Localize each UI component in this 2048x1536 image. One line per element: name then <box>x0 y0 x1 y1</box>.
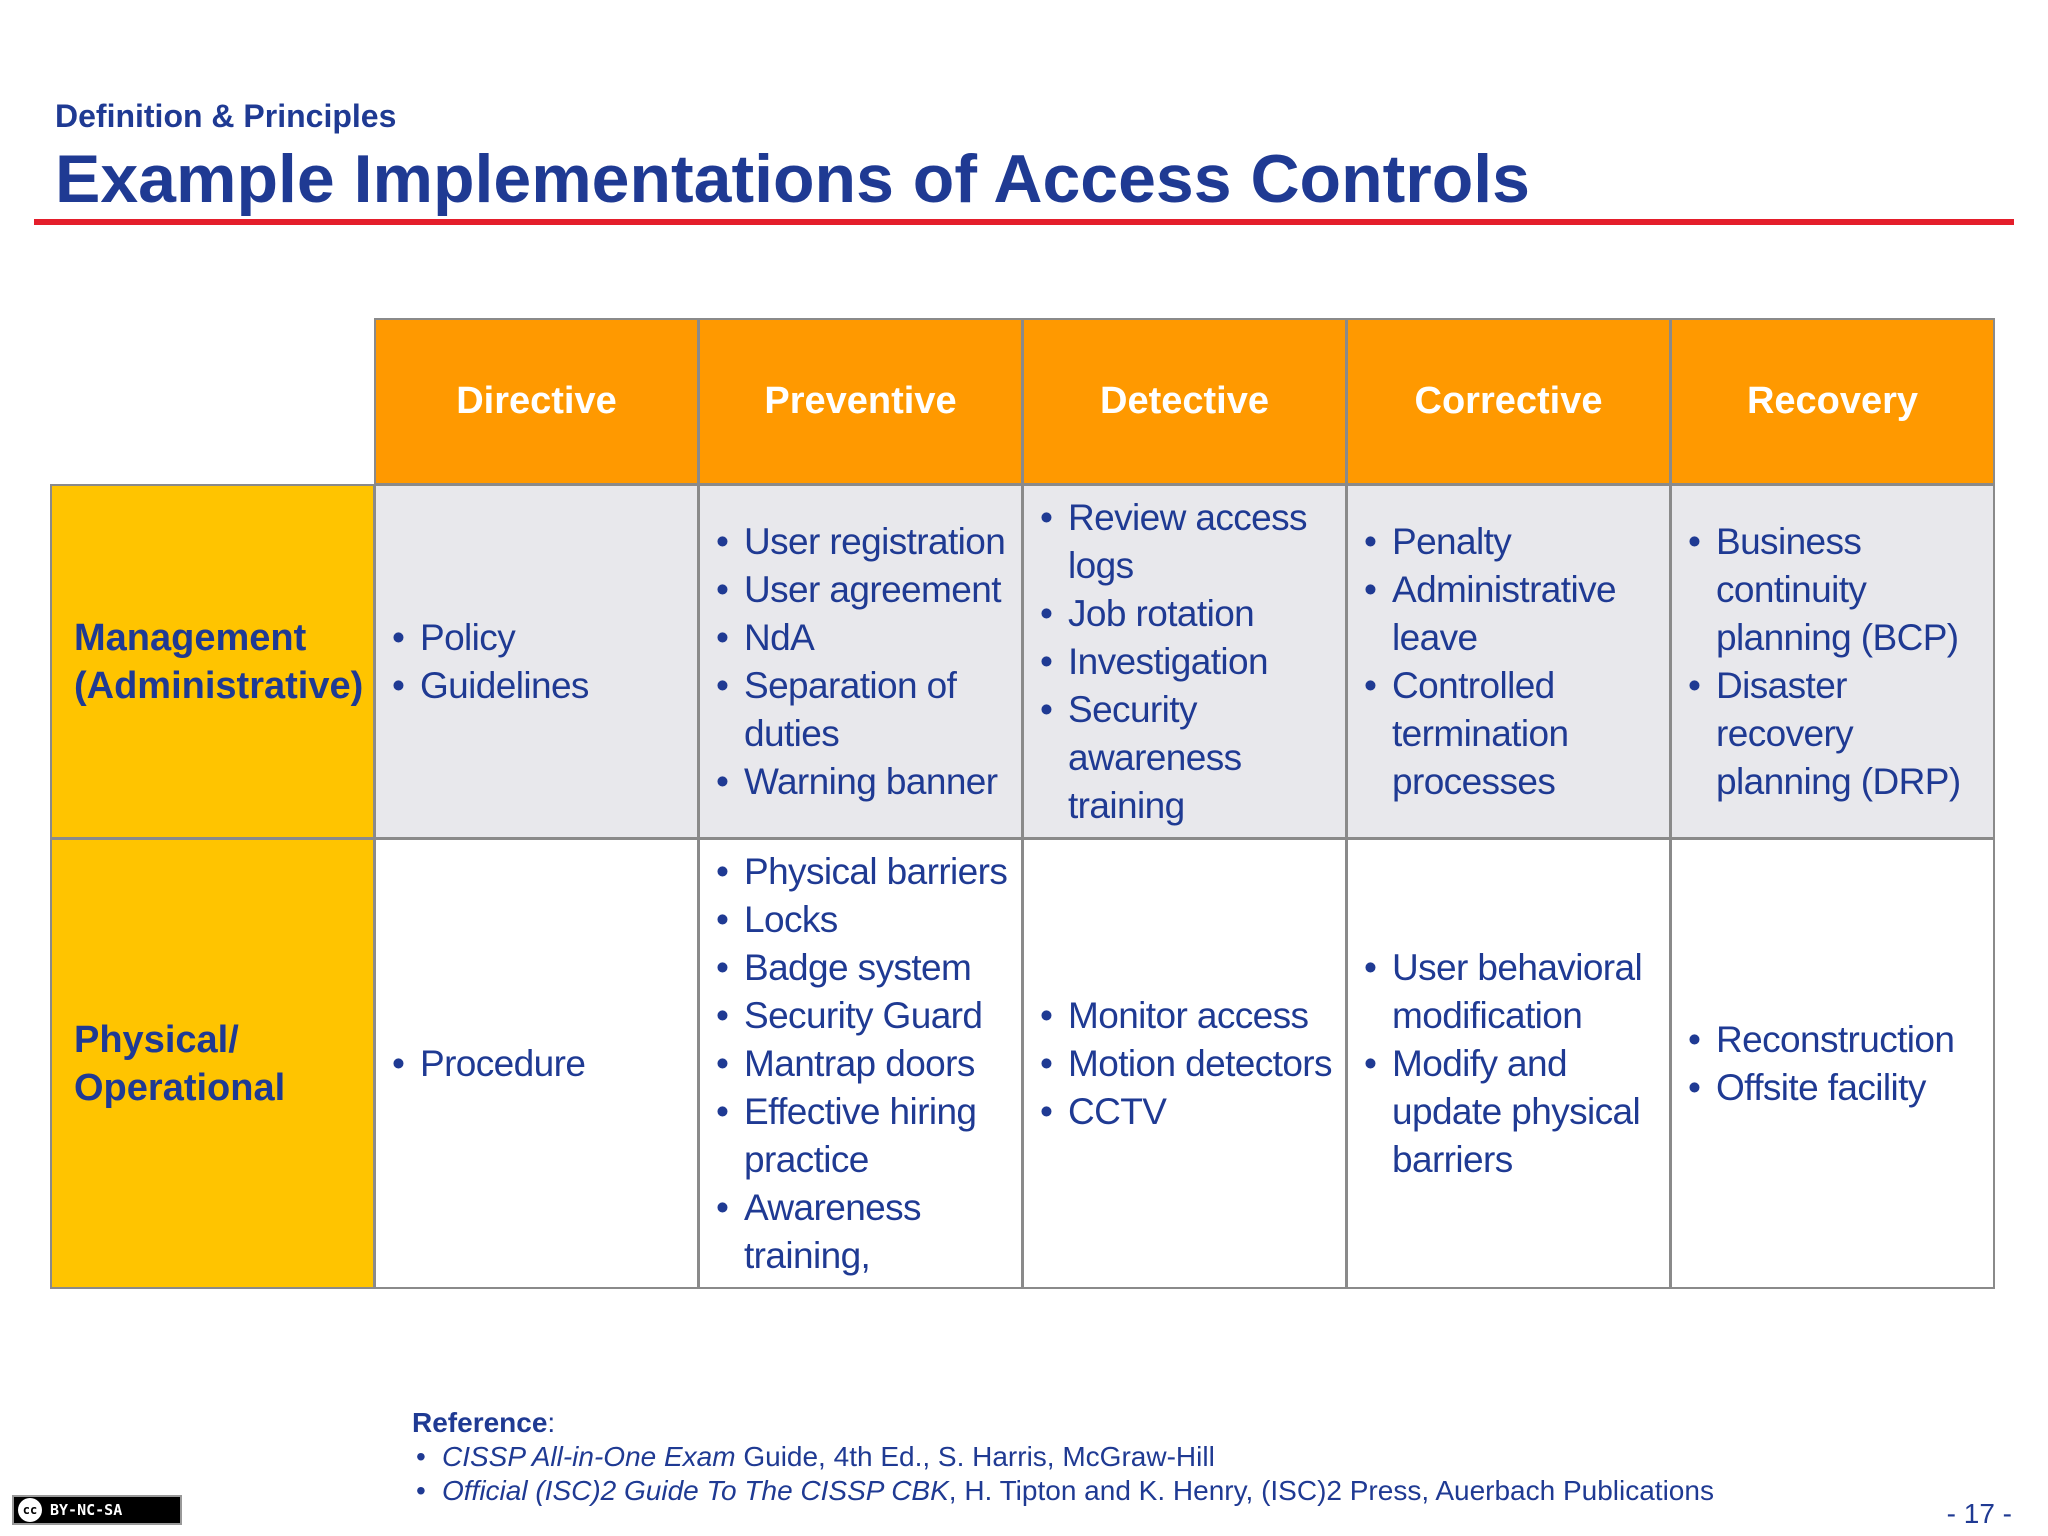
reference-item: • Official (ISC)2 Guide To The CISSP CBK, H. Tipton and K. Henry, (ISC)2 Press, Auerbach Publications <box>442 1474 1714 1508</box>
bullet-item: • Policy <box>420 614 589 662</box>
bullet-item: • Effective hiring practice <box>744 1088 1021 1184</box>
cell-management-preventive <box>698 484 1023 839</box>
bullet-item: • Disaster recovery planning (DRP) <box>1716 662 1993 806</box>
creative-commons-icon: cc <box>18 1498 42 1522</box>
column-header-preventive: Preventive <box>698 318 1023 485</box>
cell-management-recovery <box>1670 484 1995 839</box>
row-header-physical: Physical/ Operational <box>50 838 375 1289</box>
bullet-item: • Modify and update physical barriers <box>1392 1040 1669 1184</box>
row-header-management: Management (Administrative) <box>50 484 375 839</box>
bullet-item: • Investigation <box>1068 638 1345 686</box>
bullet-item: • Physical barriers <box>744 848 1021 896</box>
title-underline <box>34 219 2014 225</box>
bullet-item: • Badge system <box>744 944 1021 992</box>
bullet-item: • Warning banner <box>744 758 1021 806</box>
bullet-item: • User registration <box>744 518 1021 566</box>
bullet-item: • Awareness training, <box>744 1184 1021 1280</box>
cell-management-directive <box>374 484 699 839</box>
bullet-item: • User agreement <box>744 566 1021 614</box>
bullet-item: • Administrative leave <box>1392 566 1669 662</box>
column-header-detective: Detective <box>1022 318 1347 485</box>
bullet-item: • Reconstruction <box>1716 1016 1954 1064</box>
cell-physical-preventive <box>698 838 1023 1289</box>
bullet-item: • Job rotation <box>1068 590 1345 638</box>
bullet-item: • Review access logs <box>1068 494 1345 590</box>
bullet-item: • Guidelines <box>420 662 589 710</box>
page-number: - 17 - <box>1946 1498 2012 1529</box>
bullet-item: • Business continuity planning (BCP) <box>1716 518 1993 662</box>
cell-physical-directive <box>374 838 699 1289</box>
column-header-directive: Directive <box>374 318 699 485</box>
bullet-item: • User behavioral modification <box>1392 944 1669 1040</box>
cell-physical-recovery <box>1670 838 1995 1289</box>
cc-license-badge: cc BY-NC-SA <box>12 1495 182 1525</box>
section-label: Definition & Principles <box>55 98 397 134</box>
bullet-item: • Separation of duties <box>744 662 1021 758</box>
column-header-recovery: Recovery <box>1670 318 1995 485</box>
cell-management-detective <box>1022 484 1347 839</box>
bullet-item: • Monitor access <box>1068 992 1332 1040</box>
bullet-item: • Motion detectors <box>1068 1040 1332 1088</box>
bullet-item: • Mantrap doors <box>744 1040 1021 1088</box>
column-header-corrective: Corrective <box>1346 318 1671 485</box>
cell-management-corrective <box>1346 484 1671 839</box>
reference-block: Reference: • CISSP All-in-One Exam Guide, 4th Ed., S. Harris, McGraw-Hill • Official (ISC)2 Guide To The CISSP CBK, H. Tipton and K. Henry, (ISC)2 Press, Auerbach Publications <box>412 1406 1714 1508</box>
cell-physical-detective <box>1022 838 1347 1289</box>
page-title: Example Implementations of Access Controls <box>55 141 1530 217</box>
access-controls-matrix <box>50 318 1994 1288</box>
bullet-item: • Security awareness training <box>1068 686 1345 830</box>
bullet-item: • Controlled termination processes <box>1392 662 1669 806</box>
bullet-item: • Offsite facility <box>1716 1064 1954 1112</box>
bullet-item: • Penalty <box>1392 518 1669 566</box>
bullet-item: • Locks <box>744 896 1021 944</box>
bullet-item: • Procedure <box>420 1040 585 1088</box>
cell-physical-corrective <box>1346 838 1671 1289</box>
bullet-item: • NdA <box>744 614 1021 662</box>
matrix-corner <box>50 318 375 485</box>
reference-item: • CISSP All-in-One Exam Guide, 4th Ed., S. Harris, McGraw-Hill <box>442 1440 1714 1474</box>
bullet-item: • Security Guard <box>744 992 1021 1040</box>
bullet-item: • CCTV <box>1068 1088 1332 1136</box>
reference-label: Reference <box>412 1407 548 1438</box>
